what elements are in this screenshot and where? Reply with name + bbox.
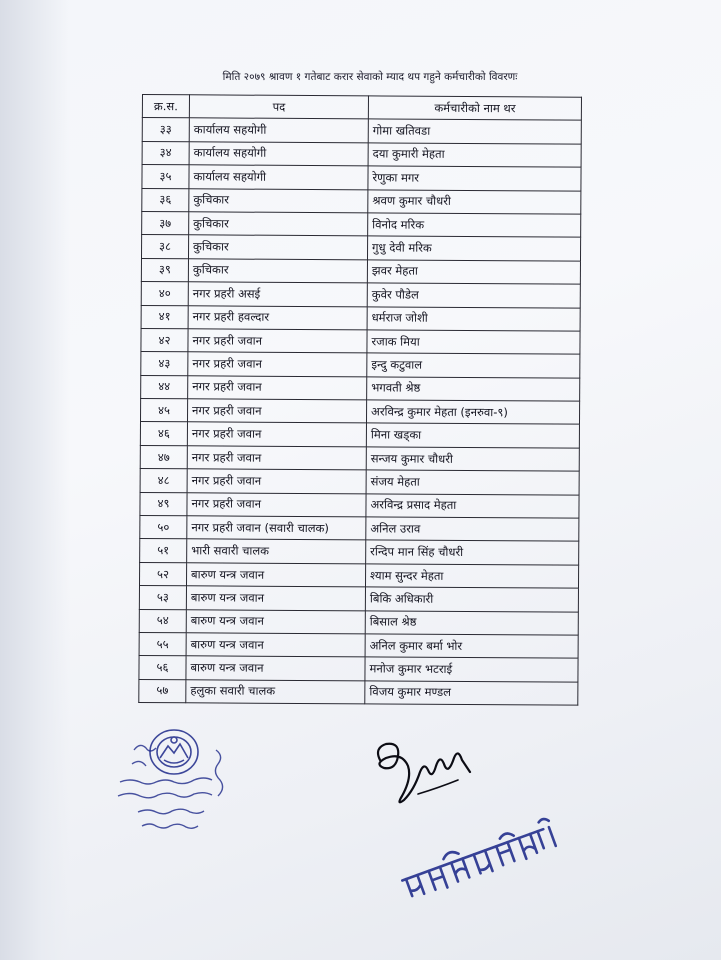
name-cell: श्रवण कुमार चौधरी bbox=[368, 189, 581, 214]
table-row bbox=[140, 399, 579, 425]
table-row bbox=[140, 516, 579, 542]
table-row bbox=[141, 235, 580, 261]
name-cell: मिना खड्का bbox=[366, 423, 579, 448]
column-header-name: कर्मचारीको नाम थर bbox=[368, 96, 581, 121]
name-cell: बिकि अधिकारी bbox=[365, 587, 578, 612]
name-cell: सन्जय कुमार चौधरी bbox=[366, 447, 579, 472]
table-row bbox=[139, 586, 578, 612]
serial-cell: ५० bbox=[140, 516, 187, 540]
serial-cell: ३४ bbox=[142, 141, 189, 165]
name-cell: मनोज कुमार भटराई bbox=[365, 657, 578, 682]
office-seal bbox=[112, 722, 272, 840]
post-cell: नगर प्रहरी जवान (सवारी चालक) bbox=[187, 516, 366, 540]
name-cell: रजाक मिया bbox=[367, 330, 580, 355]
post-cell: बारुण यन्त्र जवान bbox=[186, 656, 365, 680]
name-cell: कुवेर पौडेल bbox=[367, 283, 580, 308]
post-cell: नगर प्रहरी जवान bbox=[187, 422, 366, 446]
paper-edge-shadow bbox=[0, 0, 70, 960]
name-cell: अनिल उराव bbox=[366, 517, 579, 542]
serial-cell: ५६ bbox=[139, 656, 186, 680]
designation-stamp bbox=[378, 772, 578, 902]
post-cell: नगर प्रहरी जवान bbox=[187, 399, 366, 423]
serial-cell: ४४ bbox=[141, 375, 188, 399]
table-row bbox=[139, 562, 578, 588]
table-header-row bbox=[142, 95, 581, 121]
name-cell: झवर मेहता bbox=[367, 260, 580, 285]
serial-cell: ५७ bbox=[139, 679, 186, 703]
table-row bbox=[139, 679, 578, 705]
name-cell: इन्दु कटुवाल bbox=[367, 353, 580, 378]
serial-cell: ४२ bbox=[141, 328, 188, 352]
name-cell: दया कुमारी मेहता bbox=[368, 143, 581, 168]
post-cell: कुचिकार bbox=[188, 235, 367, 259]
serial-cell: ४३ bbox=[141, 352, 188, 376]
post-cell: नगर प्रहरी जवान bbox=[188, 375, 367, 399]
serial-cell: ३५ bbox=[142, 165, 189, 189]
table-row bbox=[142, 141, 581, 167]
serial-cell: ५५ bbox=[139, 632, 186, 656]
name-cell: संजय मेहता bbox=[366, 470, 579, 495]
table-row bbox=[140, 492, 579, 518]
post-cell: बारुण यन्त्र जवान bbox=[186, 586, 365, 610]
post-cell: नगर प्रहरी जवान bbox=[187, 469, 366, 493]
table-row bbox=[139, 609, 578, 635]
table-row bbox=[141, 258, 580, 284]
post-cell: बारुण यन्त्र जवान bbox=[186, 633, 365, 657]
post-cell: नगर प्रहरी असई bbox=[188, 282, 367, 306]
serial-cell: ३७ bbox=[142, 211, 189, 235]
serial-cell: ५२ bbox=[139, 562, 186, 586]
table-row bbox=[140, 539, 579, 565]
table-row bbox=[140, 422, 579, 448]
serial-cell: ३६ bbox=[142, 188, 189, 212]
name-cell: अरविन्द्र प्रसाद मेहता bbox=[366, 494, 579, 519]
name-cell: रेणुका मगर bbox=[368, 166, 581, 191]
serial-cell: ४५ bbox=[140, 399, 187, 423]
table-row bbox=[142, 211, 581, 237]
serial-cell: ४८ bbox=[140, 469, 187, 493]
post-cell: कार्यालय सहयोगी bbox=[189, 142, 368, 166]
post-cell: नगर प्रहरी जवान bbox=[187, 492, 366, 516]
name-cell: विजय कुमार मण्डल bbox=[365, 681, 578, 706]
table-row bbox=[141, 282, 580, 308]
name-cell: विनोद मरिक bbox=[368, 213, 581, 238]
name-cell: गुधु देवी मरिक bbox=[367, 236, 580, 261]
table-row bbox=[139, 656, 578, 682]
document-heading: मिति २०७९ श्रावण १ गतेबाट करार सेवाको म्याद थप गहुने कर्मचारीको विवरणः bbox=[222, 71, 518, 83]
serial-cell: ३९ bbox=[141, 258, 188, 282]
post-cell: कुचिकार bbox=[189, 188, 368, 212]
table-row bbox=[142, 118, 581, 144]
column-header-post: पद bbox=[189, 95, 368, 119]
table-row bbox=[139, 632, 578, 658]
post-cell: कार्यालय सहयोगी bbox=[189, 118, 368, 142]
serial-cell: ५४ bbox=[139, 609, 186, 633]
post-cell: हलुका सवारी चालक bbox=[186, 680, 365, 704]
table-row bbox=[142, 188, 581, 214]
serial-cell: ३८ bbox=[141, 235, 188, 259]
table-row bbox=[142, 165, 581, 191]
serial-cell: ४९ bbox=[140, 492, 187, 516]
name-cell: अनिल कुमार बर्मा भोर bbox=[365, 634, 578, 659]
column-header-serial: क्र.स. bbox=[142, 95, 189, 119]
name-cell: अरविन्द्र कुमार मेहता (इनरुवा-९) bbox=[366, 400, 579, 425]
post-cell: नगर प्रहरी जवान bbox=[188, 329, 367, 353]
post-cell: बारुण यन्त्र जवान bbox=[186, 609, 365, 633]
table-row bbox=[141, 328, 580, 354]
post-cell: कार्यालय सहयोगी bbox=[189, 165, 368, 189]
serial-cell: ४६ bbox=[140, 422, 187, 446]
table-row bbox=[141, 375, 580, 401]
table-row bbox=[141, 305, 580, 331]
name-cell: भगवती श्रेष्ठ bbox=[367, 377, 580, 402]
name-cell: श्याम सुन्दर मेहता bbox=[365, 564, 578, 589]
post-cell: नगर प्रहरी जवान bbox=[188, 352, 367, 376]
post-cell: भारी सवारी चालक bbox=[187, 539, 366, 563]
post-cell: बारुण यन्त्र जवान bbox=[186, 563, 365, 587]
serial-cell: ५३ bbox=[139, 586, 186, 610]
staff-table bbox=[138, 94, 582, 706]
name-cell: रन्दिप मान सिंह चौधरी bbox=[366, 540, 579, 565]
name-cell: गोमा खतिवडा bbox=[368, 119, 581, 144]
table-row bbox=[140, 445, 579, 471]
serial-cell: ५१ bbox=[140, 539, 187, 563]
post-cell: कुचिकार bbox=[188, 259, 367, 283]
name-cell: बिसाल श्रेष्ठ bbox=[365, 610, 578, 635]
post-cell: कुचिकार bbox=[189, 212, 368, 236]
serial-cell: ४७ bbox=[140, 445, 187, 469]
table-row bbox=[141, 352, 580, 378]
serial-cell: ४० bbox=[141, 282, 188, 306]
post-cell: नगर प्रहरी हवल्दार bbox=[188, 305, 367, 329]
post-cell: नगर प्रहरी जवान bbox=[187, 446, 366, 470]
table-row bbox=[140, 469, 579, 495]
name-cell: धर्मराज जोशी bbox=[367, 306, 580, 331]
serial-cell: ४१ bbox=[141, 305, 188, 329]
serial-cell: ३३ bbox=[142, 118, 189, 142]
